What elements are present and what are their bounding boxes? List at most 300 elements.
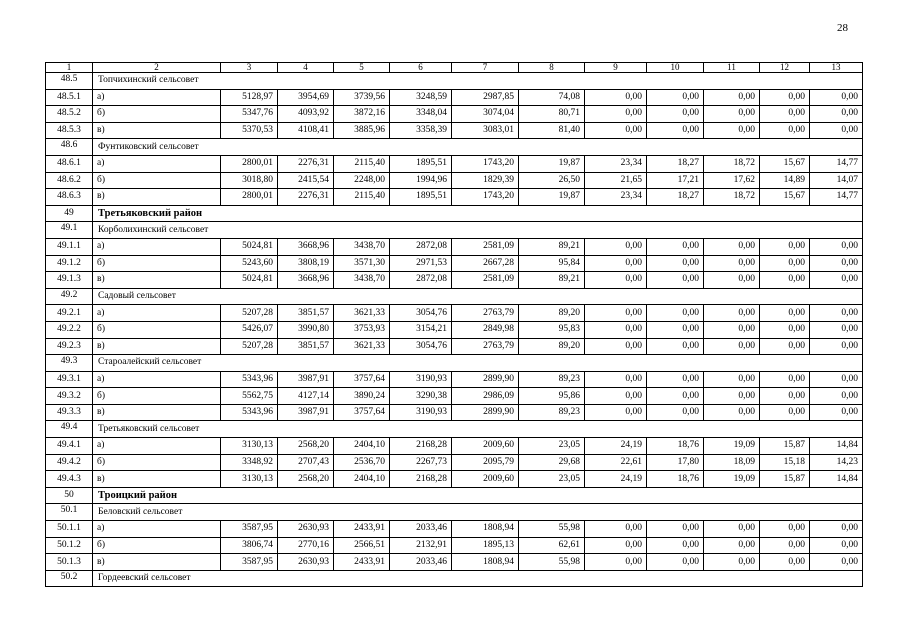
- value-cell: 89,21: [519, 272, 585, 289]
- district-name: Троицкий район: [93, 487, 863, 504]
- value-cell: 0,00: [647, 321, 704, 338]
- value-cell: 0,00: [704, 106, 760, 123]
- value-cell: 3885,96: [334, 122, 390, 139]
- value-cell: 3668,96: [278, 272, 334, 289]
- value-cell: 0,00: [760, 404, 810, 421]
- value-cell: 3348,92: [221, 454, 278, 471]
- value-cell: 0,00: [810, 338, 863, 355]
- column-number: 8: [519, 63, 585, 73]
- council-row: [46, 222, 863, 239]
- value-cell: 0,00: [760, 305, 810, 322]
- value-cell: 0,00: [585, 554, 647, 571]
- row-code: 49.4.2: [46, 454, 93, 471]
- value-cell: 3806,74: [221, 537, 278, 554]
- district-row: [46, 487, 863, 504]
- value-cell: 2581,09: [452, 272, 519, 289]
- value-cell: 0,00: [585, 106, 647, 123]
- value-cell: 18,72: [704, 189, 760, 206]
- column-number: 9: [585, 63, 647, 73]
- value-cell: 2971,53: [390, 255, 452, 272]
- value-cell: 0,00: [810, 537, 863, 554]
- table-row: [46, 106, 863, 123]
- value-cell: 2095,79: [452, 454, 519, 471]
- column-number: 5: [334, 63, 390, 73]
- value-cell: 2800,01: [221, 189, 278, 206]
- value-cell: 5243,60: [221, 255, 278, 272]
- row-label: б): [93, 255, 221, 272]
- value-cell: 0,00: [585, 537, 647, 554]
- value-cell: 1895,51: [390, 189, 452, 206]
- value-cell: 2899,90: [452, 371, 519, 388]
- value-cell: 22,61: [585, 454, 647, 471]
- value-cell: 3290,38: [390, 388, 452, 405]
- value-cell: 0,00: [760, 106, 810, 123]
- value-cell: 3190,93: [390, 404, 452, 421]
- column-number: 6: [390, 63, 452, 73]
- district-name: Третьяковский район: [93, 205, 863, 222]
- value-cell: 2404,10: [334, 438, 390, 455]
- value-cell: 4108,41: [278, 122, 334, 139]
- value-cell: 21,65: [585, 172, 647, 189]
- value-cell: 14,07: [810, 172, 863, 189]
- value-cell: 2630,93: [278, 554, 334, 571]
- value-cell: 1895,51: [390, 155, 452, 172]
- value-cell: 0,00: [585, 255, 647, 272]
- value-cell: 23,05: [519, 438, 585, 455]
- table-row: [46, 155, 863, 172]
- value-cell: 3851,57: [278, 305, 334, 322]
- column-number: 10: [647, 63, 704, 73]
- value-cell: 15,67: [760, 155, 810, 172]
- value-cell: 0,00: [704, 321, 760, 338]
- row-code: 49.1.3: [46, 272, 93, 289]
- value-cell: 2404,10: [334, 471, 390, 488]
- value-cell: 18,76: [647, 471, 704, 488]
- value-cell: 15,18: [760, 454, 810, 471]
- value-cell: 0,00: [647, 537, 704, 554]
- value-cell: 29,68: [519, 454, 585, 471]
- row-label: а): [93, 371, 221, 388]
- value-cell: 0,00: [810, 371, 863, 388]
- value-cell: 95,83: [519, 321, 585, 338]
- row-code: 49.4.3: [46, 471, 93, 488]
- row-label: б): [93, 388, 221, 405]
- row-code: 48.5.2: [46, 106, 93, 123]
- value-cell: 2667,28: [452, 255, 519, 272]
- table-row: [46, 454, 863, 471]
- row-label: в): [93, 338, 221, 355]
- value-cell: 3757,64: [334, 371, 390, 388]
- value-cell: 0,00: [585, 122, 647, 139]
- table-row: [46, 122, 863, 139]
- value-cell: 2276,31: [278, 189, 334, 206]
- row-label: а): [93, 438, 221, 455]
- value-cell: 0,00: [760, 122, 810, 139]
- table-row: [46, 404, 863, 421]
- value-cell: 2987,85: [452, 89, 519, 106]
- value-cell: 2033,46: [390, 521, 452, 538]
- value-cell: 1829,39: [452, 172, 519, 189]
- value-cell: 0,00: [585, 305, 647, 322]
- value-cell: 5024,81: [221, 238, 278, 255]
- value-cell: 3074,04: [452, 106, 519, 123]
- value-cell: 23,34: [585, 155, 647, 172]
- value-cell: 5128,97: [221, 89, 278, 106]
- value-cell: 3621,33: [334, 338, 390, 355]
- row-code: 48.5: [46, 73, 93, 90]
- value-cell: 0,00: [810, 106, 863, 123]
- value-cell: 0,00: [704, 338, 760, 355]
- row-code: 48.6: [46, 139, 93, 156]
- value-cell: 19,09: [704, 471, 760, 488]
- row-label: б): [93, 172, 221, 189]
- value-cell: 0,00: [760, 521, 810, 538]
- row-label: а): [93, 155, 221, 172]
- row-code: 49.3: [46, 355, 93, 372]
- row-code: 49.2.3: [46, 338, 93, 355]
- value-cell: 0,00: [585, 521, 647, 538]
- row-code: 50.1: [46, 504, 93, 521]
- value-cell: 1895,13: [452, 537, 519, 554]
- value-cell: 0,00: [647, 305, 704, 322]
- column-number: 11: [704, 63, 760, 73]
- value-cell: 3154,21: [390, 321, 452, 338]
- table-row: [46, 537, 863, 554]
- value-cell: 2568,20: [278, 471, 334, 488]
- value-cell: 18,27: [647, 155, 704, 172]
- value-cell: 0,00: [585, 272, 647, 289]
- value-cell: 1743,20: [452, 155, 519, 172]
- value-cell: 0,00: [760, 272, 810, 289]
- value-cell: 15,67: [760, 189, 810, 206]
- value-cell: 0,00: [647, 89, 704, 106]
- value-cell: 2986,09: [452, 388, 519, 405]
- value-cell: 3621,33: [334, 305, 390, 322]
- table-row: [46, 305, 863, 322]
- value-cell: 0,00: [704, 89, 760, 106]
- row-label: а): [93, 89, 221, 106]
- value-cell: 74,08: [519, 89, 585, 106]
- value-cell: 0,00: [647, 122, 704, 139]
- row-code: 50: [46, 487, 93, 504]
- value-cell: 0,00: [585, 388, 647, 405]
- value-cell: 2433,91: [334, 521, 390, 538]
- row-code: 49: [46, 205, 93, 222]
- value-cell: 0,00: [810, 388, 863, 405]
- value-cell: 0,00: [760, 371, 810, 388]
- column-number: 13: [810, 63, 863, 73]
- value-cell: 2415,54: [278, 172, 334, 189]
- value-cell: 23,34: [585, 189, 647, 206]
- value-cell: 3018,80: [221, 172, 278, 189]
- council-name: Корболихинский сельсовет: [93, 222, 863, 239]
- value-cell: 0,00: [704, 122, 760, 139]
- value-cell: 2276,31: [278, 155, 334, 172]
- table-row: [46, 471, 863, 488]
- row-label: б): [93, 454, 221, 471]
- value-cell: 3248,59: [390, 89, 452, 106]
- row-label: в): [93, 554, 221, 571]
- table-row: [46, 388, 863, 405]
- value-cell: 0,00: [585, 404, 647, 421]
- value-cell: 2800,01: [221, 155, 278, 172]
- value-cell: 3571,30: [334, 255, 390, 272]
- value-cell: 0,00: [704, 554, 760, 571]
- value-cell: 0,00: [647, 272, 704, 289]
- value-cell: 2267,73: [390, 454, 452, 471]
- value-cell: 1808,94: [452, 554, 519, 571]
- value-cell: 89,23: [519, 371, 585, 388]
- value-cell: 2566,51: [334, 537, 390, 554]
- value-cell: 2581,09: [452, 238, 519, 255]
- value-cell: 1994,96: [390, 172, 452, 189]
- council-name: Третьяковский сельсовет: [93, 421, 863, 438]
- row-code: 49.2.2: [46, 321, 93, 338]
- row-code: 49.4.1: [46, 438, 93, 455]
- value-cell: 19,87: [519, 189, 585, 206]
- row-label: а): [93, 521, 221, 538]
- row-label: а): [93, 305, 221, 322]
- row-code: 49.1.1: [46, 238, 93, 255]
- value-cell: 0,00: [760, 238, 810, 255]
- value-cell: 2899,90: [452, 404, 519, 421]
- value-cell: 15,87: [760, 438, 810, 455]
- value-cell: 0,00: [647, 371, 704, 388]
- value-cell: 3130,13: [221, 471, 278, 488]
- council-name: Гордеевский сельсовет: [93, 570, 863, 587]
- value-cell: 18,09: [704, 454, 760, 471]
- value-cell: 2872,08: [390, 272, 452, 289]
- value-cell: 4127,14: [278, 388, 334, 405]
- council-row: [46, 355, 863, 372]
- value-cell: 3358,39: [390, 122, 452, 139]
- row-label: в): [93, 471, 221, 488]
- value-cell: 0,00: [704, 238, 760, 255]
- council-row: [46, 421, 863, 438]
- council-row: [46, 139, 863, 156]
- row-code: 49.1: [46, 222, 93, 239]
- value-cell: 5370,53: [221, 122, 278, 139]
- value-cell: 3987,91: [278, 371, 334, 388]
- value-cell: 2849,98: [452, 321, 519, 338]
- value-cell: 89,20: [519, 338, 585, 355]
- value-cell: 80,71: [519, 106, 585, 123]
- value-cell: 0,00: [810, 321, 863, 338]
- row-code: 48.5.1: [46, 89, 93, 106]
- value-cell: 1743,20: [452, 189, 519, 206]
- value-cell: 19,09: [704, 438, 760, 455]
- value-cell: 3753,93: [334, 321, 390, 338]
- value-cell: 55,98: [519, 521, 585, 538]
- row-code: 49.2: [46, 288, 93, 305]
- value-cell: 0,00: [585, 371, 647, 388]
- row-code: 49.2.1: [46, 305, 93, 322]
- value-cell: 0,00: [647, 404, 704, 421]
- row-label: в): [93, 272, 221, 289]
- value-cell: 89,21: [519, 238, 585, 255]
- value-cell: 15,87: [760, 471, 810, 488]
- row-code: 49.3.2: [46, 388, 93, 405]
- row-label: б): [93, 321, 221, 338]
- column-number: 4: [278, 63, 334, 73]
- value-cell: 14,77: [810, 189, 863, 206]
- value-cell: 3438,70: [334, 272, 390, 289]
- council-name: Беловский сельсовет: [93, 504, 863, 521]
- value-cell: 5562,75: [221, 388, 278, 405]
- council-row: [46, 570, 863, 587]
- value-cell: 3438,70: [334, 238, 390, 255]
- value-cell: 0,00: [704, 272, 760, 289]
- row-code: 48.6.1: [46, 155, 93, 172]
- value-cell: 2770,16: [278, 537, 334, 554]
- value-cell: 0,00: [760, 321, 810, 338]
- value-cell: 23,05: [519, 471, 585, 488]
- table-row: [46, 438, 863, 455]
- value-cell: 2168,28: [390, 471, 452, 488]
- value-cell: 26,50: [519, 172, 585, 189]
- value-cell: 0,00: [810, 89, 863, 106]
- value-cell: 0,00: [647, 521, 704, 538]
- value-cell: 2115,40: [334, 155, 390, 172]
- row-code: 50.1.3: [46, 554, 93, 571]
- column-number: 7: [452, 63, 519, 73]
- value-cell: 19,87: [519, 155, 585, 172]
- value-cell: 2536,70: [334, 454, 390, 471]
- row-code: 49.4: [46, 421, 93, 438]
- district-row: [46, 205, 863, 222]
- value-cell: 3587,95: [221, 521, 278, 538]
- value-cell: 2115,40: [334, 189, 390, 206]
- value-cell: 5207,28: [221, 338, 278, 355]
- row-code: 50.1.1: [46, 521, 93, 538]
- council-row: [46, 288, 863, 305]
- value-cell: 2630,93: [278, 521, 334, 538]
- value-cell: 0,00: [760, 255, 810, 272]
- value-cell: 0,00: [704, 521, 760, 538]
- value-cell: 18,76: [647, 438, 704, 455]
- value-cell: 3054,76: [390, 305, 452, 322]
- value-cell: 24,19: [585, 471, 647, 488]
- row-label: в): [93, 404, 221, 421]
- value-cell: 0,00: [760, 89, 810, 106]
- table-row: [46, 89, 863, 106]
- council-name: Топчихинский сельсовет: [93, 73, 863, 90]
- value-cell: 0,00: [647, 338, 704, 355]
- value-cell: 89,23: [519, 404, 585, 421]
- row-label: б): [93, 537, 221, 554]
- council-row: [46, 504, 863, 521]
- value-cell: 3987,91: [278, 404, 334, 421]
- value-cell: 5347,76: [221, 106, 278, 123]
- value-cell: 3808,19: [278, 255, 334, 272]
- value-cell: 18,72: [704, 155, 760, 172]
- value-cell: 3990,80: [278, 321, 334, 338]
- column-number-row: [46, 63, 863, 73]
- column-number: 2: [93, 63, 221, 73]
- value-cell: 2763,79: [452, 305, 519, 322]
- value-cell: 3587,95: [221, 554, 278, 571]
- value-cell: 2763,79: [452, 338, 519, 355]
- value-cell: 5343,96: [221, 404, 278, 421]
- value-cell: 0,00: [647, 554, 704, 571]
- value-cell: 0,00: [704, 404, 760, 421]
- value-cell: 17,62: [704, 172, 760, 189]
- value-cell: 0,00: [810, 122, 863, 139]
- value-cell: 2009,60: [452, 471, 519, 488]
- table-row: [46, 255, 863, 272]
- value-cell: 0,00: [704, 371, 760, 388]
- page-number: 28: [837, 22, 848, 34]
- council-name: Садовый сельсовет: [93, 288, 863, 305]
- value-cell: 0,00: [647, 238, 704, 255]
- value-cell: 5343,96: [221, 371, 278, 388]
- table-row: [46, 554, 863, 571]
- value-cell: 0,00: [704, 305, 760, 322]
- value-cell: 24,19: [585, 438, 647, 455]
- value-cell: 5207,28: [221, 305, 278, 322]
- value-cell: 3054,76: [390, 338, 452, 355]
- value-cell: 2132,91: [390, 537, 452, 554]
- table-row: [46, 272, 863, 289]
- table-row: [46, 172, 863, 189]
- value-cell: 2009,60: [452, 438, 519, 455]
- value-cell: 0,00: [810, 238, 863, 255]
- value-cell: 3668,96: [278, 238, 334, 255]
- value-cell: 2568,20: [278, 438, 334, 455]
- value-cell: 14,84: [810, 438, 863, 455]
- table-row: [46, 521, 863, 538]
- table-row: [46, 338, 863, 355]
- row-code: 49.3.1: [46, 371, 93, 388]
- row-label: а): [93, 238, 221, 255]
- row-code: 48.6.2: [46, 172, 93, 189]
- council-name: Староалейский сельсовет: [93, 355, 863, 372]
- value-cell: 3130,13: [221, 438, 278, 455]
- value-cell: 0,00: [810, 255, 863, 272]
- table-row: [46, 189, 863, 206]
- row-label: в): [93, 189, 221, 206]
- value-cell: 0,00: [810, 272, 863, 289]
- value-cell: 3872,16: [334, 106, 390, 123]
- value-cell: 62,61: [519, 537, 585, 554]
- table-row: [46, 238, 863, 255]
- value-cell: 3348,04: [390, 106, 452, 123]
- value-cell: 95,84: [519, 255, 585, 272]
- value-cell: 0,00: [810, 404, 863, 421]
- row-label: б): [93, 106, 221, 123]
- value-cell: 3739,56: [334, 89, 390, 106]
- value-cell: 2168,28: [390, 438, 452, 455]
- value-cell: 3851,57: [278, 338, 334, 355]
- column-number: 12: [760, 63, 810, 73]
- row-code: 49.1.2: [46, 255, 93, 272]
- column-number: 3: [221, 63, 278, 73]
- value-cell: 2033,46: [390, 554, 452, 571]
- value-cell: 2433,91: [334, 554, 390, 571]
- value-cell: 55,98: [519, 554, 585, 571]
- value-cell: 0,00: [585, 321, 647, 338]
- table-row: [46, 371, 863, 388]
- council-name: Фунтиковский сельсовет: [93, 139, 863, 156]
- value-cell: 0,00: [647, 106, 704, 123]
- row-code: 49.3.3: [46, 404, 93, 421]
- value-cell: 2707,43: [278, 454, 334, 471]
- value-cell: 3190,93: [390, 371, 452, 388]
- value-cell: 18,27: [647, 189, 704, 206]
- value-cell: 14,77: [810, 155, 863, 172]
- value-cell: 0,00: [647, 388, 704, 405]
- value-cell: 0,00: [647, 255, 704, 272]
